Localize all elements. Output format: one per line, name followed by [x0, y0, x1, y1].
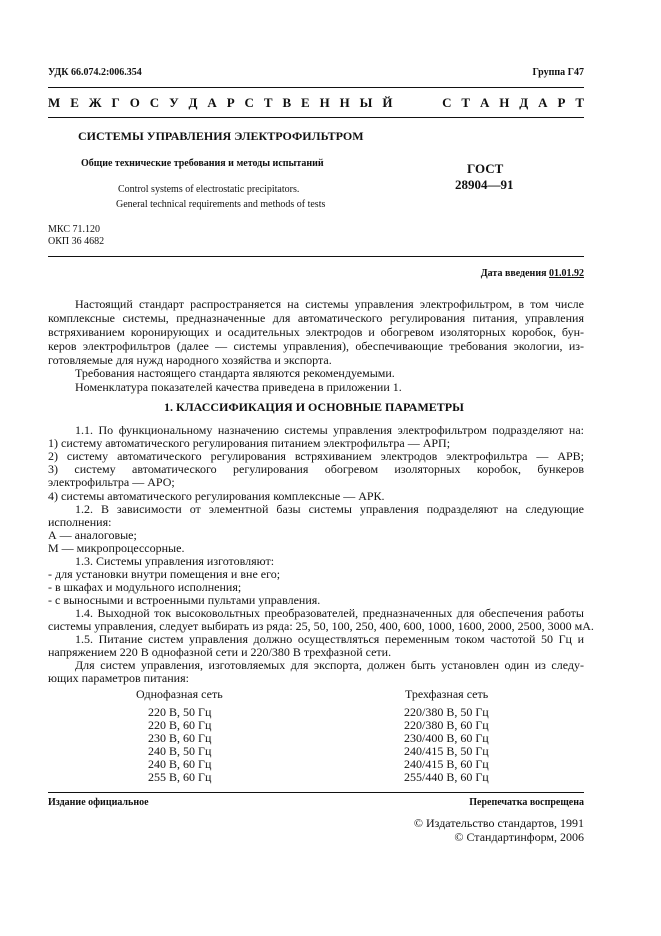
- top-rule: [48, 87, 584, 88]
- english-title-2: General technical requirements and methods of tests: [116, 199, 326, 210]
- intro-line: керов электрофильтров (далее — системы управления), обеспечивающие требования экологии, из-: [48, 339, 584, 353]
- section-line: напряжением 220 В однофазной сети и 220/380 В трехфазной сети.: [48, 645, 392, 659]
- single-phase-value: 220 В, 50 Гц: [148, 705, 212, 719]
- single-phase-value: 230 В, 60 Гц: [148, 731, 212, 745]
- section-line: 1.5. Питание систем управления должно осуществляться переменным током частотой 50 Гц и: [75, 632, 584, 646]
- section-line: 1.3. Системы управления изготовляют:: [75, 554, 275, 568]
- section-line: - в шкафах и модульного исполнения;: [48, 580, 242, 594]
- section-line: электрофильтра — АРО;: [48, 475, 175, 489]
- udk-code: УДК 66.074.2:006.354: [48, 67, 142, 78]
- three-phase-header: Трехфазная сеть: [405, 687, 489, 701]
- intro-line: встряхиванием коронирующих и осадительных электродов и обогревом изоляторных коробок, бун-: [48, 325, 584, 339]
- section-line: 1.4. Выходной ток высоковольтных преобразователей, предназначенных для обеспечения работы: [75, 606, 584, 620]
- section-line: - для установки внутри помещения и вне его;: [48, 567, 281, 581]
- section-line: 1.2. В зависимости от элементной базы системы управления подразделяют на следующие: [75, 502, 584, 516]
- three-phase-value: 240/415 В, 60 Гц: [404, 757, 489, 771]
- section-line: М — микропроцессорные.: [48, 541, 185, 555]
- section-line: исполнения:: [48, 515, 112, 529]
- effective-date-label: Дата введения: [480, 268, 547, 279]
- section-line: 1.1. По функциональному назначению системы управления электрофильтром подразделяют на:: [75, 423, 584, 437]
- standard-banner: М Е Ж Г О С У Д А Р С Т В Е Н Н Ы Й С Т А Н Д А Р Т: [48, 95, 584, 110]
- section-line: - с выносными и встроенными пультами управления.: [48, 593, 321, 607]
- copyright-line: © Издательство стандартов, 1991: [413, 816, 584, 830]
- three-phase-value: 230/400 В, 60 Гц: [404, 731, 489, 745]
- section-line: А — аналоговые;: [48, 528, 137, 542]
- title-rule: [48, 256, 584, 257]
- three-phase-value: 240/415 В, 50 Гц: [404, 744, 489, 758]
- intro-line: готовляемые для нужд народного хозяйства и экспорта.: [48, 353, 332, 367]
- section-line: Для систем управления, изготовляемых для экспорта, должен быть установлен один из следу-: [75, 658, 584, 672]
- effective-date-value: 01.01.92: [549, 268, 584, 279]
- intro-line: Настоящий стандарт распространяется на системы управления электрофильтром, в том числе: [75, 297, 584, 311]
- official-edition: Издание официальное: [48, 797, 149, 808]
- section-line: 4) системы автоматического регулирования комплексные — АРК.: [48, 489, 385, 503]
- gost-number: 28904—91: [455, 177, 514, 192]
- footer-rule: [48, 792, 584, 793]
- reprint-prohibited: Перепечатка воспрещена: [469, 797, 584, 808]
- banner-rule: [48, 117, 584, 118]
- english-title-1: Control systems of electrostatic precipitators.: [118, 184, 300, 195]
- section-line: системы управления, следует выбирать из ряда: 25, 50, 100, 250, 400, 600, 1000, 1600, 2000, 2500, 3000 мА.: [48, 619, 594, 633]
- intro-line: комплексные системы, предназначенные для автоматического регулирования питания, управления: [48, 311, 584, 325]
- section-heading: 1. КЛАССИФИКАЦИЯ И ОСНОВНЫЕ ПАРАМЕТРЫ: [164, 400, 464, 414]
- single-phase-value: 255 В, 60 Гц: [148, 770, 212, 784]
- intro-line: Требования настоящего стандарта являются рекомендуемыми.: [75, 366, 395, 380]
- doc-subtitle: Общие технические требования и методы испытаний: [81, 158, 324, 169]
- three-phase-value: 220/380 В, 50 Гц: [404, 705, 489, 719]
- section-line: 2) систему автоматического регулирования встряхиванием электродов электрофильтра — АРВ;: [48, 449, 584, 463]
- effective-date: [481, 268, 584, 280]
- section-line: 3) систему автоматического регулирования обогревом изоляторных коробок, бункеров: [48, 462, 584, 476]
- section-line: ющих параметров питания:: [48, 671, 189, 685]
- doc-title: СИСТЕМЫ УПРАВЛЕНИЯ ЭЛЕКТРОФИЛЬТРОМ: [78, 129, 364, 143]
- single-phase-value: 220 В, 60 Гц: [148, 718, 212, 732]
- single-phase-value: 240 В, 50 Гц: [148, 744, 212, 758]
- three-phase-value: 255/440 В, 60 Гц: [404, 770, 489, 784]
- gost-label: ГОСТ: [467, 161, 504, 176]
- copyright-line: © Стандартинформ, 2006: [454, 830, 584, 844]
- group-code: Группа Г47: [532, 67, 584, 78]
- mks-code: МКС 71.120: [48, 224, 100, 235]
- three-phase-value: 220/380 В, 60 Гц: [404, 718, 489, 732]
- section-line: 1) систему автоматического регулирования питанием электрофильтра — АРП;: [48, 436, 451, 450]
- single-phase-header: Однофазная сеть: [136, 687, 223, 701]
- intro-line: Номенклатура показателей качества приведена в приложении 1.: [75, 380, 402, 394]
- okp-code: ОКП 36 4682: [48, 236, 105, 247]
- single-phase-value: 240 В, 60 Гц: [148, 757, 212, 771]
